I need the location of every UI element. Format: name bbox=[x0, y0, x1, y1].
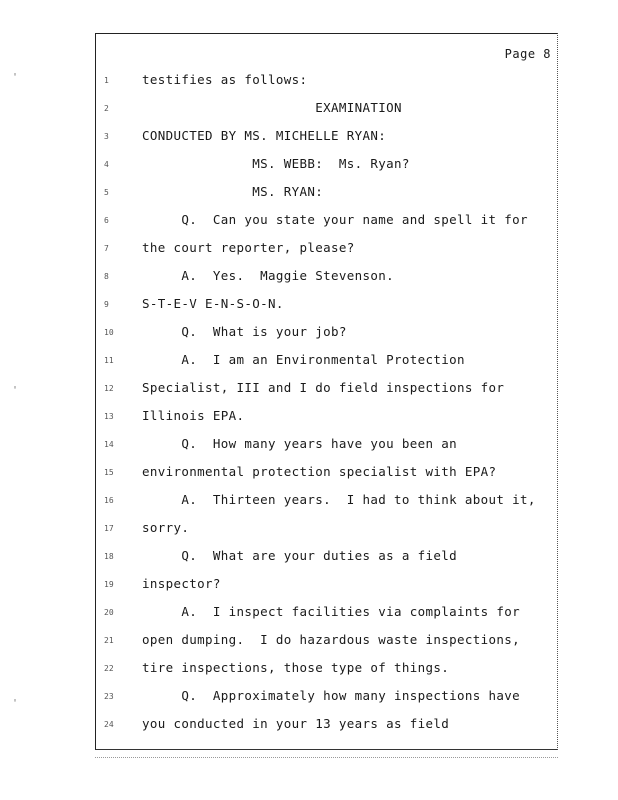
line-number: 21 bbox=[104, 636, 114, 645]
scan-speck: ' bbox=[12, 72, 19, 83]
transcript-line: the court reporter, please? bbox=[142, 240, 355, 255]
line-number: 24 bbox=[104, 720, 114, 729]
line-number: 20 bbox=[104, 608, 114, 617]
line-number: 13 bbox=[104, 412, 114, 421]
transcript-line: Specialist, III and I do field inspections for bbox=[142, 380, 505, 395]
transcript-line: EXAMINATION bbox=[142, 100, 402, 115]
transcript-line: Q. What are your duties as a field bbox=[142, 548, 458, 563]
transcript-line: inspector? bbox=[142, 576, 221, 591]
transcript-line: S-T-E-V E-N-S-O-N. bbox=[142, 296, 284, 311]
transcript-line: Q. Can you state your name and spell it for bbox=[142, 212, 528, 227]
transcript-line: A. Yes. Maggie Stevenson. bbox=[142, 268, 395, 283]
transcript-line: A. I inspect facilities via complaints for bbox=[142, 604, 521, 619]
scan-speck: ' bbox=[12, 385, 19, 396]
transcript-line: Illinois EPA. bbox=[142, 408, 245, 423]
transcript-line: MS. RYAN: bbox=[142, 184, 324, 199]
transcript-line: Q. How many years have you been an bbox=[142, 436, 458, 451]
line-number: 22 bbox=[104, 664, 114, 673]
transcript-body bbox=[96, 34, 557, 749]
line-number: 23 bbox=[104, 692, 114, 701]
line-number: 14 bbox=[104, 440, 114, 449]
transcript-line: you conducted in your 13 years as field bbox=[142, 716, 450, 731]
line-number: 18 bbox=[104, 552, 114, 561]
transcript-line: A. I am an Environmental Protection bbox=[142, 352, 465, 367]
transcript-line: open dumping. I do hazardous waste inspections, bbox=[142, 632, 521, 647]
line-number: 15 bbox=[104, 468, 114, 477]
transcript-page bbox=[95, 33, 558, 750]
transcript-line: environmental protection specialist with EPA? bbox=[142, 464, 497, 479]
transcript-line: Q. What is your job? bbox=[142, 324, 347, 339]
transcript-line: tire inspections, those type of things. bbox=[142, 660, 450, 675]
bottom-rule bbox=[95, 757, 558, 758]
line-number: 17 bbox=[104, 524, 114, 533]
line-number: 3 bbox=[104, 132, 109, 141]
line-number: 7 bbox=[104, 244, 109, 253]
transcript-line: sorry. bbox=[142, 520, 190, 535]
line-number: 5 bbox=[104, 188, 109, 197]
transcript-line: Q. Approximately how many inspections have bbox=[142, 688, 521, 703]
line-number: 19 bbox=[104, 580, 114, 589]
page-number: Page 8 bbox=[504, 47, 551, 61]
line-number: 16 bbox=[104, 496, 114, 505]
line-number: 10 bbox=[104, 328, 114, 337]
transcript-line: MS. WEBB: Ms. Ryan? bbox=[142, 156, 410, 171]
transcript-line: testifies as follows: bbox=[142, 72, 308, 87]
line-number: 12 bbox=[104, 384, 114, 393]
line-number: 4 bbox=[104, 160, 109, 169]
line-number: 2 bbox=[104, 104, 109, 113]
line-number: 1 bbox=[104, 76, 109, 85]
line-number: 8 bbox=[104, 272, 109, 281]
line-number: 11 bbox=[104, 356, 114, 365]
transcript-line: CONDUCTED BY MS. MICHELLE RYAN: bbox=[142, 128, 387, 143]
scan-speck: ' bbox=[12, 698, 19, 709]
transcript-line: A. Thirteen years. I had to think about it, bbox=[142, 492, 536, 507]
line-number: 9 bbox=[104, 300, 109, 309]
line-number: 6 bbox=[104, 216, 109, 225]
